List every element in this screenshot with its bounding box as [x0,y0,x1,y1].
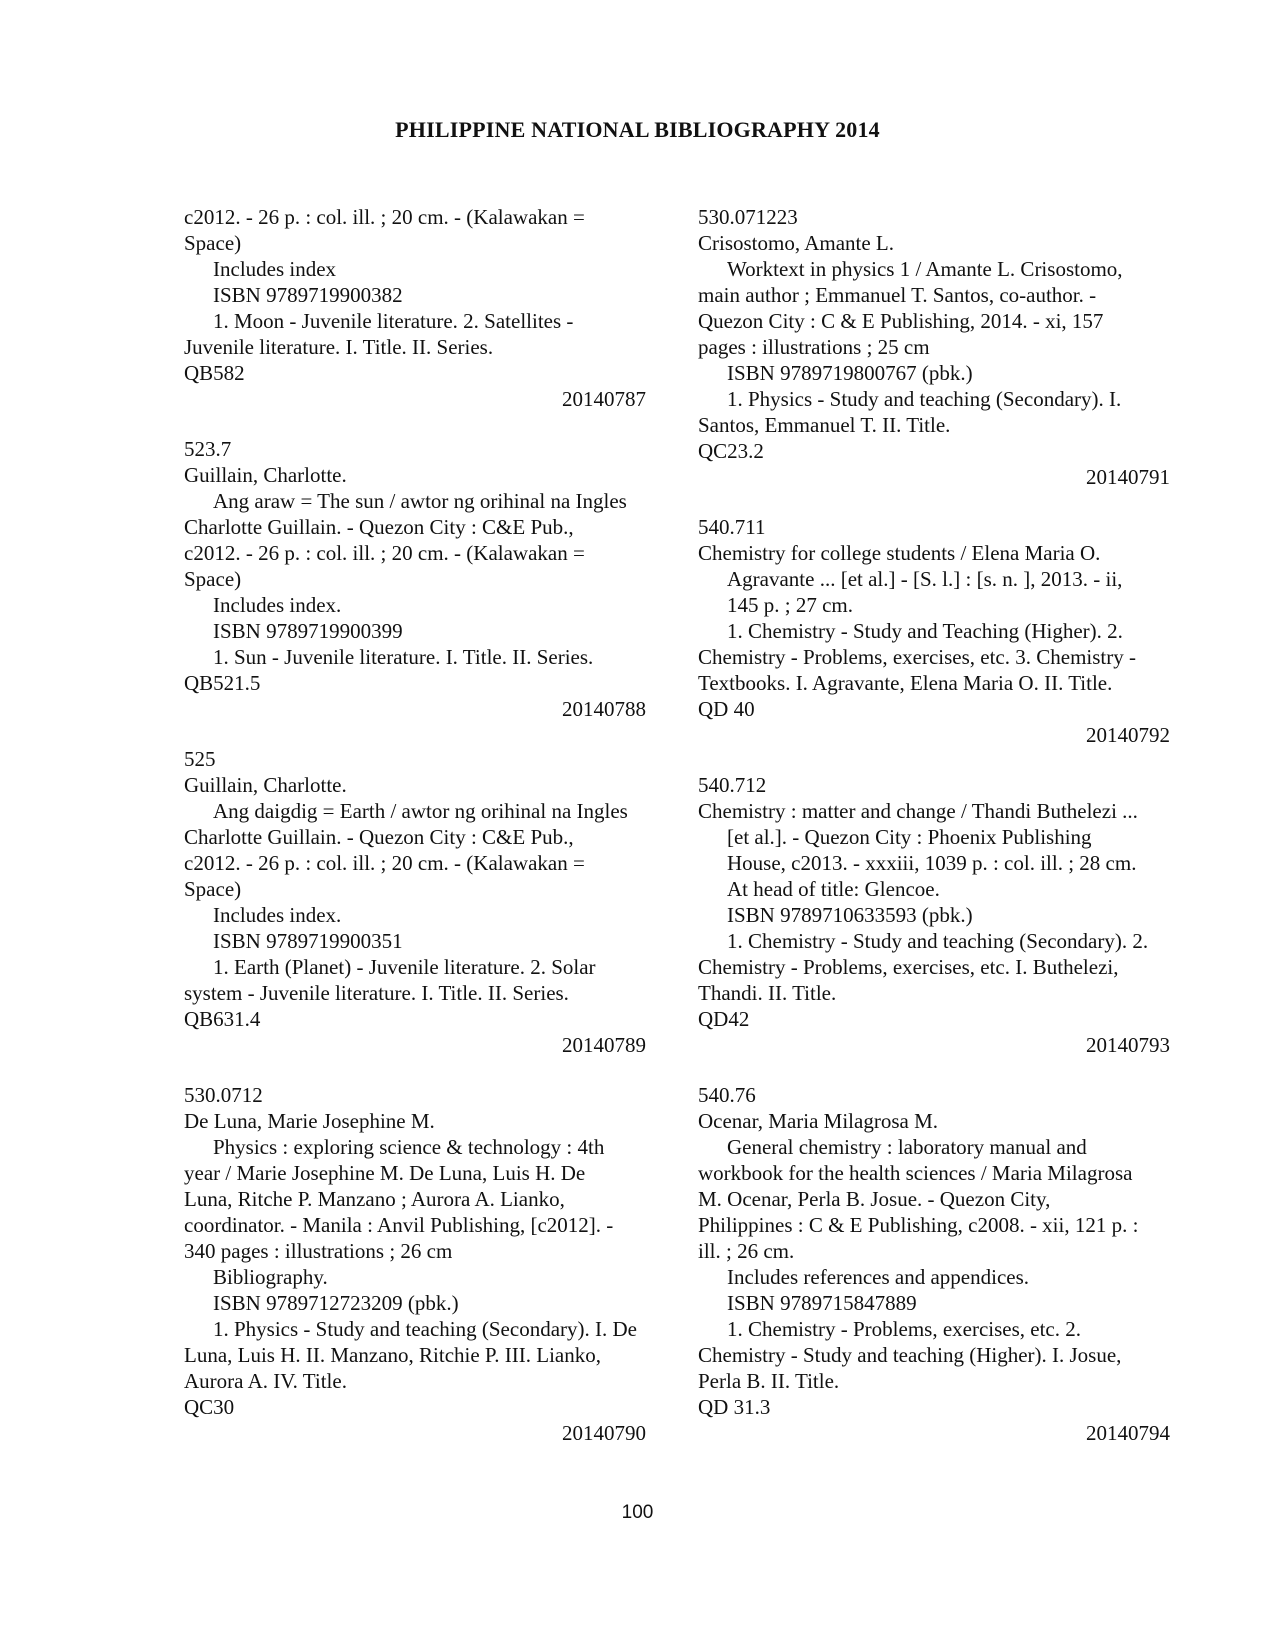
entry-line: Chemistry : matter and change / Thandi Buthelezi ... [698,799,1138,823]
entry-line: Worktext in physics 1 / Amante L. Crisostomo, [727,257,1123,281]
entry-line: Guillain, Charlotte. [184,773,347,797]
entry-line: coordinator. - Manila : Anvil Publishing, [c2012]. - [184,1213,614,1237]
entry-line: 1. Moon - Juvenile literature. 2. Satellites - [213,309,574,333]
entry-line: Chemistry - Problems, exercises, etc. 3. Chemistry - [698,645,1136,669]
entry-line: ISBN 9789719900351 [213,929,403,953]
entry-line: 540.711 [698,515,766,539]
entry-line: Chemistry - Problems, exercises, etc. I. Buthelezi, [698,955,1119,979]
entry-line: QB631.4 [184,1007,261,1031]
entry-line: Textbooks. I. Agravante, Elena Maria O. II. Title. [698,671,1113,695]
record-number: 20140794 [1086,1421,1170,1445]
entry-line: Aurora A. IV. Title. [184,1369,347,1393]
entry-line: pages : illustrations ; 25 cm [698,335,930,359]
entry-line: 340 pages : illustrations ; 26 cm [184,1239,453,1263]
entry-line: QC30 [184,1395,235,1419]
entry-line: Thandi. II. Title. [698,981,837,1005]
entry-line: 1. Chemistry - Study and Teaching (Higher). 2. [727,619,1123,643]
record-number: 20140790 [562,1421,646,1445]
entry-line: Luna, Ritche P. Manzano ; Aurora A. Lianko, [184,1187,565,1211]
page-title: PHILIPPINE NATIONAL BIBLIOGRAPHY 2014 [395,117,880,142]
entry-line: workbook for the health sciences / Maria Milagrosa [698,1161,1133,1185]
page-number: 100 [621,1502,654,1523]
entry-line: Charlotte Guillain. - Quezon City : C&E Pub., [184,515,574,539]
entry-line: Space) [184,877,242,901]
bibliography-entry [698,772,1170,1058]
entry-line: M. Ocenar, Perla B. Josue. - Quezon City, [698,1187,1051,1211]
entry-line: Quezon City : C & E Publishing, 2014. - xi, 157 [698,309,1104,333]
bibliography-entry [184,1082,646,1446]
left-column [184,204,646,1470]
record-number: 20140789 [562,1033,646,1057]
entry-line: At head of title: Glencoe. [727,877,940,901]
entry-line: 525 [184,747,216,771]
entry-line: 540.76 [698,1083,756,1107]
entry-line: ill. ; 26 cm. [698,1239,795,1263]
entry-line: c2012. - 26 p. : col. ill. ; 20 cm. - (Kalawakan = [184,205,585,229]
entry-line: Includes index. [213,903,342,927]
entry-line: Juvenile literature. I. Title. II. Series. [184,335,494,359]
entry-line: c2012. - 26 p. : col. ill. ; 20 cm. - (Kalawakan = [184,851,585,875]
entry-line: c2012. - 26 p. : col. ill. ; 20 cm. - (Kalawakan = [184,541,585,565]
entry-line: Ang araw = The sun / awtor ng orihinal na Ingles [213,489,627,513]
bibliography-entry [698,1082,1170,1446]
entry-line: Charlotte Guillain. - Quezon City : C&E Pub., [184,825,574,849]
entry-line: Bibliography. [213,1265,328,1289]
entry-line: Physics : exploring science & technology : 4th [213,1135,605,1159]
entry-line: QB582 [184,361,245,385]
entry-line: QD 40 [698,697,755,721]
entry-line: De Luna, Marie Josephine M. [184,1109,435,1133]
entry-line: Includes index [213,257,337,281]
entry-line: 1. Earth (Planet) - Juvenile literature. 2. Solar [213,955,596,979]
entry-line: 530.071223 [698,205,798,229]
entry-line: Ang daigdig = Earth / awtor ng orihinal na Ingles [213,799,628,823]
entry-line: ISBN 9789715847889 [727,1291,917,1315]
entry-line: Luna, Luis H. II. Manzano, Ritchie P. III. Lianko, [184,1343,601,1367]
right-column [698,204,1170,1470]
entry-line: 1. Sun - Juvenile literature. I. Title. II. Series. [213,645,594,669]
entry-line: Chemistry for college students / Elena Maria O. [698,541,1101,565]
entry-line: [et al.]. - Quezon City : Phoenix Publishing [727,825,1092,849]
entry-line: 1. Chemistry - Problems, exercises, etc. 2. [727,1317,1082,1341]
entry-line: Ocenar, Maria Milagrosa M. [698,1109,938,1133]
entry-line: ISBN 9789719900399 [213,619,403,643]
entry-line: Includes references and appendices. [727,1265,1030,1289]
bibliography-entry [184,746,646,1058]
entry-line: ISBN 9789712723209 (pbk.) [213,1291,459,1315]
entry-line: 1. Chemistry - Study and teaching (Secondary). 2. [727,929,1149,953]
entry-line: Space) [184,567,242,591]
entry-line: ISBN 9789719900382 [213,283,403,307]
record-number: 20140787 [562,387,646,411]
entry-line: QD42 [698,1007,750,1031]
bibliography-entry [698,204,1170,490]
entry-line: Philippines : C & E Publishing, c2008. - xii, 121 p. : [698,1213,1139,1237]
entry-line: House, c2013. - xxxiii, 1039 p. : col. ill. ; 28 cm. [727,851,1137,875]
entry-line: QC23.2 [698,439,764,463]
record-number: 20140792 [1086,723,1170,747]
entry-line: Space) [184,231,242,255]
entry-line: Guillain, Charlotte. [184,463,347,487]
entry-line: 145 p. ; 27 cm. [727,593,853,617]
entry-line: Chemistry - Study and teaching (Higher). I. Josue, [698,1343,1122,1367]
entry-line: year / Marie Josephine M. De Luna, Luis H. De [184,1161,586,1185]
entry-line: Includes index. [213,593,342,617]
entry-line: system - Juvenile literature. I. Title. II. Series. [184,981,569,1005]
entry-line: Crisostomo, Amante L. [698,231,894,255]
entry-line: 540.712 [698,773,767,797]
entry-line: 530.0712 [184,1083,263,1107]
entry-line: General chemistry : laboratory manual and [727,1135,1087,1159]
entry-line: QD 31.3 [698,1395,771,1419]
entry-line: Santos, Emmanuel T. II. Title. [698,413,951,437]
bibliography-entry [184,204,646,412]
entry-line: main author ; Emmanuel T. Santos, co-author. - [698,283,1097,307]
bibliography-entry [184,436,646,722]
entry-line: ISBN 9789719800767 (pbk.) [727,361,973,385]
entry-line: 1. Physics - Study and teaching (Secondary). I. De [213,1317,637,1341]
record-number: 20140793 [1086,1033,1170,1057]
entry-line: QB521.5 [184,671,261,695]
entry-line: 1. Physics - Study and teaching (Secondary). I. [727,387,1122,411]
entry-line: ISBN 9789710633593 (pbk.) [727,903,973,927]
bibliography-entry [698,514,1170,748]
record-number: 20140791 [1086,465,1170,489]
entry-line: Perla B. II. Title. [698,1369,840,1393]
entry-line: Agravante ... [et al.] - [S. l.] : [s. n. ], 2013. - ii, [727,567,1123,591]
entry-line: 523.7 [184,437,232,461]
record-number: 20140788 [562,697,646,721]
